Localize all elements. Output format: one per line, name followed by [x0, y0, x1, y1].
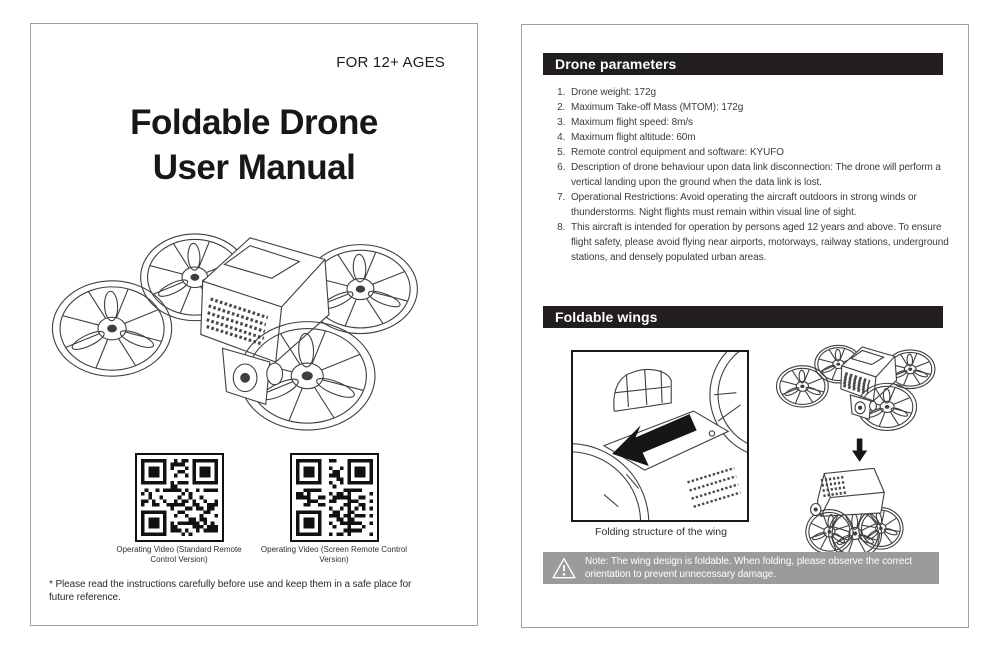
- qr-code: [290, 453, 379, 542]
- parameters-list: [552, 85, 962, 265]
- parameter-item: 2. Maximum Take-off Mass (MTOM): 172g: [568, 100, 962, 115]
- qr-caption-screen: Operating Video (Screen Remote Control Version): [260, 545, 408, 564]
- warning-note-bar: [543, 552, 939, 584]
- qr-code: [135, 453, 224, 542]
- manual-title-line2: User Manual: [152, 148, 356, 187]
- parameter-item: 1. Drone weight: 172g: [568, 85, 962, 100]
- folding-structure-figure: [571, 350, 749, 522]
- footnote: * Please read the instructions carefully before use and keep them in a safe place for future reference.: [49, 579, 412, 603]
- down-arrow-icon: [852, 437, 868, 464]
- drone-folded-illustration: [790, 463, 910, 562]
- qr-caption-standard: Operating Video (Standard Remote Control Version): [116, 545, 242, 564]
- parameter-item: 4. Maximum flight altitude: 60m: [568, 130, 962, 145]
- folding-structure-illustration: [573, 352, 747, 520]
- parameter-item: 8. This aircraft is intended for operation by persons aged 12 years and above. To ensure flight safety, please avoid flying near airports, motorways, railway stations, underground stations, and densely populated urban areas.: [568, 220, 962, 265]
- manual-cover-page: [30, 23, 478, 626]
- qr-block-standard: [104, 453, 254, 564]
- parameter-item: 3. Maximum flight speed: 8m/s: [568, 115, 962, 130]
- drone-illustration: [47, 224, 461, 436]
- parameter-item: 6. Description of drone behaviour upon data link disconnection: The drone will perform a vertical landing upon the ground when the data link is lost.: [568, 160, 962, 190]
- warning-icon: [551, 556, 577, 580]
- qr-block-screen: [259, 453, 409, 564]
- figure-caption: Folding structure of the wing: [595, 526, 727, 538]
- manual-title: [31, 100, 477, 190]
- manual-content-page: [521, 24, 969, 628]
- age-rating-label: FOR 12+ AGES: [336, 54, 445, 71]
- parameter-item: 5. Remote control equipment and software: KYUFO: [568, 145, 962, 160]
- section-heading-drone-parameters: Drone parameters: [543, 53, 943, 75]
- parameter-item: 7. Operational Restrictions: Avoid operating the aircraft outdoors in strong winds or thunderstorms. Night flights must remain within visual line of sight.: [568, 190, 962, 220]
- section-heading-foldable-wings: Foldable wings: [543, 306, 943, 328]
- manual-title-line1: Foldable Drone: [130, 103, 378, 142]
- drone-unfolded-illustration: [774, 341, 954, 433]
- warning-note-text: Note: The wing design is foldable. When folding, please observe the correct orientation to prevent unnecessary damage.: [585, 556, 912, 580]
